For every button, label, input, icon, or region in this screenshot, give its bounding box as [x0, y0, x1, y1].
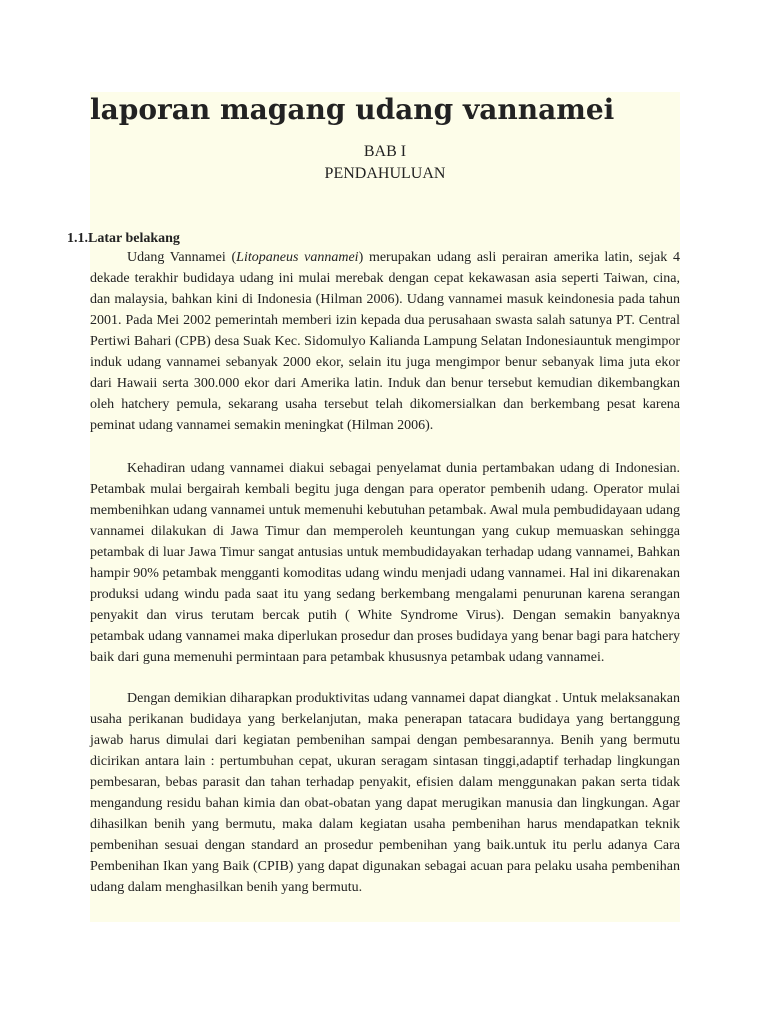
- chapter-title: PENDAHULUAN: [324, 165, 446, 182]
- paragraph-1-text-start: Udang Vannamei (: [127, 250, 237, 265]
- paragraph-2: Kehadiran udang vannamei diakui sebagai penyelamat dunia pertambakan udang di Indonesian. Petambak mulai bergairah kembali begitu juga dengan para operator pembenih udang. Operator mulai membenihkan udang vannamei untuk memenuhi kebutuhan petambak. Awal mula pembudidayaan udang vannamei dilakukan di Jawa Timur dan memperoleh keuntungan yang cukup memuaskan sehingga petambak di luar Jawa Timur sangat antusias untuk membudidayakan terhadap udang vannamei, Bahkan hampir 90% petambak mengganti komoditas udang windu menjadi udang vannamei. Hal ini dikarenakan produksi udang windu pada saat itu yang sedang berkembang mengalami penurunan karena serangan penyakit dan virus terutam bercak putih ( White Syndrome Virus). Dengan semakin banyaknya petambak udang vannamei maka diperlukan prosedur dan proses budidaya yang benar bagi para hatchery baik dari guna memenuhi permintaan para petambak khususnya petambak udang vannamei.: [90, 461, 680, 665]
- paragraph-3: Dengan demikian diharapkan produktivitas udang vannamei dapat diangkat . Untuk melaksanakan usaha perikanan budidaya yang berkelanjutan, maka penerapan tatacara budidaya yang bertanggung jawab harus dimulai dari kegiatan pembenihan sampai dengan pembesarannya. Benih yang bermutu dicirikan antara lain : pertumbuhan cepat, ukuran seragam sintasan tinggi,adaptif terhadap lingkungan pembesaran, bebas parasit dan tahan terhadap penyakit, efisien dalam menggunakan pakan serta tidak mengandung residu bahan kimia dan obat-obatan yang dapat merugikan manusia dan lingkungan. Agar dihasilkan benih yang bermutu, maka dalam kegiatan usaha pembenihan harus mendapatkan teknik pembenihan sesuai dengan standard an prosedur pembenihan yang baik.untuk itu perlu adanya Cara Pembenihan Ikan yang Baik (CPIB) yang dapat digunakan sebagai acuan para pelaku usaha pembenihan udang dalam menghasilkan benih yang bermutu.: [90, 691, 680, 895]
- chapter-number: BAB I: [363, 143, 407, 160]
- document-page: [90, 92, 680, 922]
- section-heading: 1.1.Latar belakang: [67, 231, 180, 246]
- document-title: laporan magang udang vannamei: [90, 93, 615, 126]
- species-name: Litopaneus vannamei: [236, 250, 359, 265]
- paragraph-1: [90, 247, 680, 436]
- paragraph-1-text-rest: ) merupakan udang asli perairan amerika latin, sejak 4 dekade terakhir budidaya udang ini mulai merebak dengan cepat kekawasan asia seperti Taiwan, cina, dan malaysia, bahkan kini di Indonesia (Hilman 2006). Udang vannamei masuk keindonesia pada tahun 2001. Pada Mei 2002 pemerintah memberi izin kepada dua perusahaan swasta salah satunya PT. Central Pertiwi Bahari (CPB) desa Suak Kec. Sidomulyo Kalianda Lampung Selatan Indonesiauntuk mengimpor induk udang vannamei sebanyak 2000 ekor, selain itu juga mengimpor benur sebanyak lima juta ekor dari Hawaii serta 300.000 ekor dari Amerika latin. Induk dan benur tersebut kemudian dikembangkan oleh hatchery pemula, sekarang usaha tersebut telah dikomersialkan dan berkembang pesat karena peminat udang vannamei semakin meningkat (Hilman 2006).: [90, 250, 680, 433]
